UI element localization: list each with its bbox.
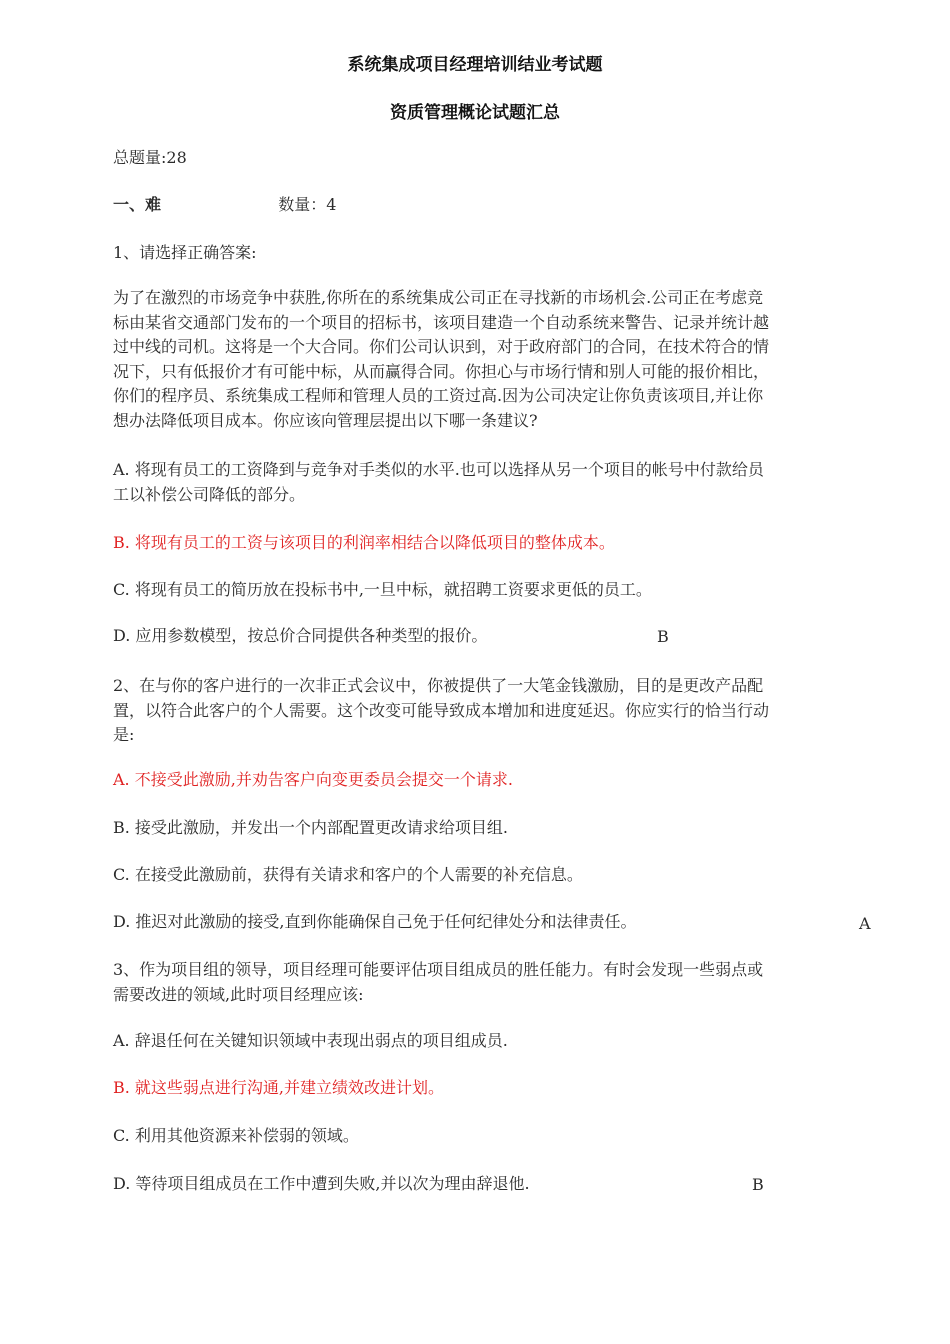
question-2-answer: A bbox=[859, 914, 871, 933]
section-header bbox=[113, 193, 336, 218]
question-1-option-d: D. 应用参数模型，按总价合同提供各种类型的报价。 bbox=[113, 626, 488, 645]
question-2-option-b: B. 接受此激励，并发出一个内部配置更改请求给项目组. bbox=[113, 818, 509, 837]
text-line: 况下，只有低报价才有可能中标，从而赢得合同。你担心与市场行情和别人可能的报价相比， bbox=[113, 361, 770, 381]
text-line: A. 将现有员工的工资降到与竞争对手类似的水平.也可以选择从另一个项目的帐号中付款给员 bbox=[113, 460, 764, 479]
question-1-option-b: B. 将现有员工的工资与该项目的利润率相结合以降低项目的整体成本。 bbox=[113, 533, 615, 552]
question-2-stem bbox=[113, 674, 903, 748]
section-heading: 一、难 bbox=[113, 195, 162, 214]
text-line: 为了在激烈的市场竞争中获胜,你所在的系统集成公司正在寻找新的市场机会.公司正在考虑竞 bbox=[113, 288, 764, 307]
text-line: 3、作为项目组的领导，项目经理可能要评估项目组成员的胜任能力。有时会发现一些弱点或 bbox=[113, 960, 764, 979]
question-3-answer: B bbox=[752, 1175, 764, 1194]
text-line: 你们的程序员、系统集成工程师和管理人员的工资过高.因为公司决定让你负责该项目,并让你 bbox=[113, 386, 764, 405]
question-2-option-c: C. 在接受此激励前，获得有关请求和客户的个人需要的补充信息。 bbox=[113, 865, 583, 884]
question-1-stem: 1、请选择正确答案: bbox=[113, 243, 257, 262]
question-2-option-d: D. 推迟对此激励的接受,直到你能确保自己免于任何纪律处分和法律责任。 bbox=[113, 912, 637, 931]
text-line: 需要改进的领域,此时项目经理应该: bbox=[113, 984, 364, 1004]
total-count: 总题量:28 bbox=[113, 148, 187, 167]
question-3-option-d: D. 等待项目组成员在工作中遭到失败,并以次为理由辞退他. bbox=[113, 1174, 530, 1193]
text-line: 2、在与你的客户进行的一次非正式会议中，你被提供了一大笔金钱激励，目的是更改产品配 bbox=[113, 676, 764, 695]
text-line: 过中线的司机。这将是一个大合同。你们公司认识到，对于政府部门的合同，在技术符合的情 bbox=[113, 337, 770, 356]
document-title: 系统集成项目经理培训结业考试题 bbox=[347, 55, 603, 75]
text-line: 想办法降低项目成本。你应该向管理层提出以下哪一条建议? bbox=[113, 410, 538, 430]
text-line: 是: bbox=[113, 725, 135, 744]
question-1-answer: B bbox=[657, 627, 669, 646]
question-1-option-c: C. 将现有员工的简历放在投标书中,一旦中标，就招聘工资要求更低的员工。 bbox=[113, 580, 652, 599]
text-line: 工以补偿公司降低的部分。 bbox=[113, 484, 306, 504]
question-3-option-b: B. 就这些弱点进行沟通,并建立绩效改进计划。 bbox=[113, 1078, 445, 1097]
question-1-body bbox=[113, 286, 903, 433]
question-3-stem bbox=[113, 958, 903, 1007]
text-line: 置，以符合此客户的个人需要。这个改变可能导致成本增加和进度延迟。你应实行的恰当行动 bbox=[113, 700, 770, 720]
text-line: 标由某省交通部门发布的一个项目的招标书，该项目建造一个自动系统来警告、记录并统计越 bbox=[113, 312, 770, 332]
question-3-option-c: C. 利用其他资源来补偿弱的领域。 bbox=[113, 1126, 359, 1145]
question-3-option-a: A. 辞退任何在关键知识领域中表现出弱点的项目组成员. bbox=[113, 1031, 508, 1050]
question-2-option-a: A. 不接受此激励,并劝告客户向变更委员会提交一个请求. bbox=[113, 770, 513, 789]
question-1-option-a bbox=[113, 458, 903, 507]
document-subtitle: 资质管理概论试题汇总 bbox=[390, 103, 560, 123]
section-count: 数量：4 bbox=[278, 195, 337, 214]
